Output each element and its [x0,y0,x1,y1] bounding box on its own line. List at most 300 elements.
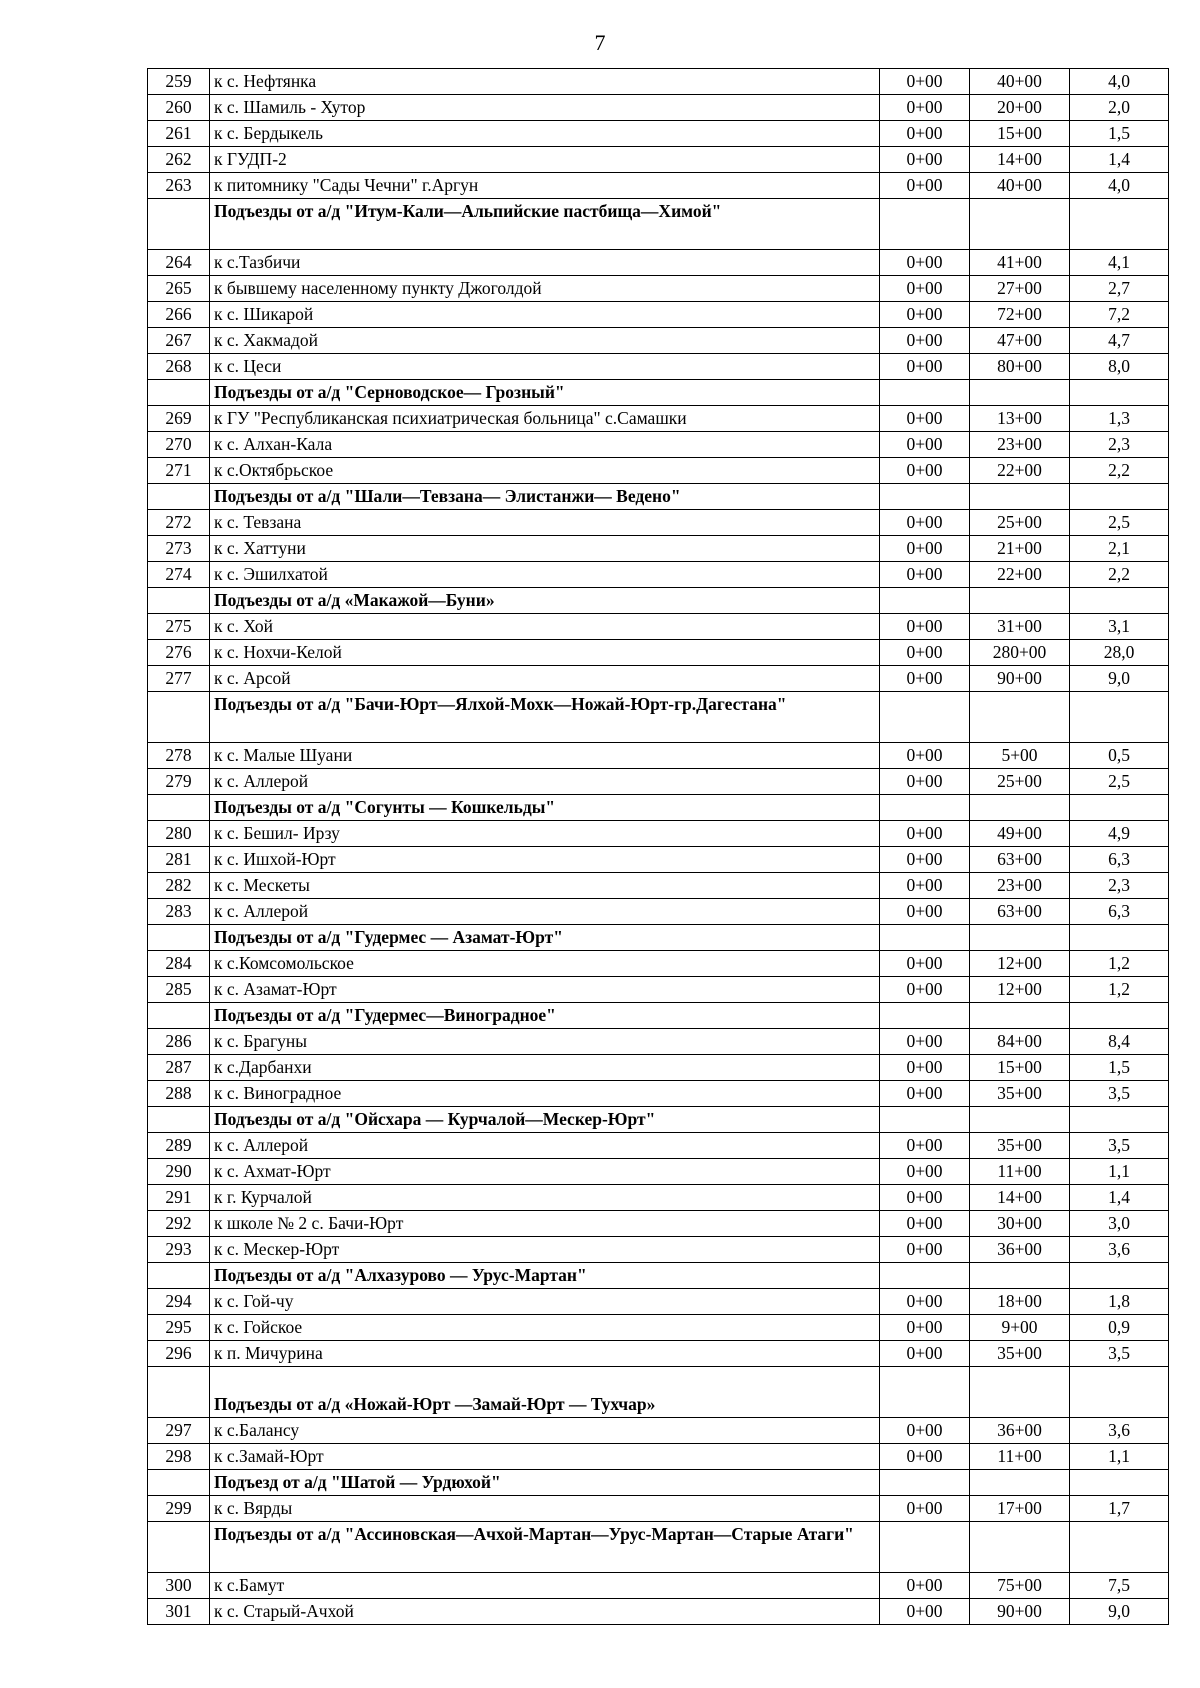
length-km: 3,6 [1070,1418,1169,1444]
start-km: 0+00 [880,1029,970,1055]
section-length-cell [1070,795,1169,821]
start-km: 0+00 [880,1496,970,1522]
length-km: 4,0 [1070,173,1169,199]
road-name: к с.Замай-Юрт [210,1444,880,1470]
road-name: к с. Бешил- Ирзу [210,821,880,847]
section-title: Подъезды от а/д "Согунты — Кошкельды" [210,795,880,821]
length-km: 2,5 [1070,510,1169,536]
start-km: 0+00 [880,328,970,354]
end-km: 36+00 [970,1237,1070,1263]
row-number: 293 [148,1237,210,1263]
start-km: 0+00 [880,1289,970,1315]
length-km: 1,3 [1070,406,1169,432]
length-km: 3,5 [1070,1341,1169,1367]
end-km: 40+00 [970,69,1070,95]
row-number: 275 [148,614,210,640]
section-number-cell [148,1263,210,1289]
table-row [148,1211,1169,1237]
section-length-cell [1070,380,1169,406]
table-row [148,1159,1169,1185]
section-start-cell [880,1003,970,1029]
section-header-row [148,1003,1169,1029]
table-row [148,1315,1169,1341]
table-row [148,276,1169,302]
row-number: 262 [148,147,210,173]
start-km: 0+00 [880,1055,970,1081]
start-km: 0+00 [880,1573,970,1599]
road-name: к с. Мескеты [210,873,880,899]
section-title: Подъезды от а/д "Ойсхара — Курчалой—Мескер-Юрт" [210,1107,880,1133]
length-km: 1,4 [1070,1185,1169,1211]
table-row [148,769,1169,795]
start-km: 0+00 [880,1444,970,1470]
road-name: к с. Эшилхатой [210,562,880,588]
road-name: к с. Тевзана [210,510,880,536]
section-start-cell [880,380,970,406]
section-end-cell [970,1367,1070,1418]
end-km: 63+00 [970,847,1070,873]
section-length-cell [1070,1263,1169,1289]
row-number: 260 [148,95,210,121]
start-km: 0+00 [880,432,970,458]
section-title: Подъезды от а/д "Серноводское— Грозный" [210,380,880,406]
section-start-cell [880,692,970,743]
section-length-cell [1070,1470,1169,1496]
roads-table-body [148,69,1169,1625]
table-row [148,1185,1169,1211]
start-km: 0+00 [880,899,970,925]
section-number-cell [148,795,210,821]
end-km: 11+00 [970,1444,1070,1470]
end-km: 12+00 [970,951,1070,977]
section-title: Подъезды от а/д "Алхазурово — Урус-Мартан" [210,1263,880,1289]
row-number: 301 [148,1599,210,1625]
row-number: 267 [148,328,210,354]
section-end-cell [970,199,1070,250]
table-row [148,951,1169,977]
section-length-cell [1070,1522,1169,1573]
start-km: 0+00 [880,354,970,380]
section-end-cell [970,1003,1070,1029]
start-km: 0+00 [880,847,970,873]
table-row [148,640,1169,666]
row-number: 300 [148,1573,210,1599]
road-name: к с.Тазбичи [210,250,880,276]
length-km: 7,5 [1070,1573,1169,1599]
end-km: 9+00 [970,1315,1070,1341]
table-row [148,1289,1169,1315]
length-km: 1,5 [1070,121,1169,147]
road-name: к с. Аллерой [210,769,880,795]
start-km: 0+00 [880,1341,970,1367]
row-number: 279 [148,769,210,795]
road-name: к с.Балансу [210,1418,880,1444]
section-start-cell [880,1522,970,1573]
end-km: 15+00 [970,121,1070,147]
table-row [148,69,1169,95]
table-row [148,458,1169,484]
section-end-cell [970,1263,1070,1289]
road-name: к с. Виноградное [210,1081,880,1107]
section-start-cell [880,1107,970,1133]
road-name: к с. Ахмат-Юрт [210,1159,880,1185]
table-row [148,406,1169,432]
road-name: к с. Цеси [210,354,880,380]
row-number: 273 [148,536,210,562]
end-km: 22+00 [970,562,1070,588]
start-km: 0+00 [880,562,970,588]
length-km: 8,4 [1070,1029,1169,1055]
section-end-cell [970,692,1070,743]
road-name: к с. Брагуны [210,1029,880,1055]
end-km: 40+00 [970,173,1070,199]
section-header-row [148,1367,1169,1418]
end-km: 49+00 [970,821,1070,847]
end-km: 15+00 [970,1055,1070,1081]
road-name: к с. Шикарой [210,302,880,328]
row-number: 281 [148,847,210,873]
end-km: 35+00 [970,1341,1070,1367]
row-number: 294 [148,1289,210,1315]
row-number: 299 [148,1496,210,1522]
road-name: к с. Аллерой [210,1133,880,1159]
section-end-cell [970,1470,1070,1496]
length-km: 1,2 [1070,951,1169,977]
length-km: 3,1 [1070,614,1169,640]
end-km: 18+00 [970,1289,1070,1315]
table-row [148,1444,1169,1470]
section-number-cell [148,925,210,951]
length-km: 8,0 [1070,354,1169,380]
section-length-cell [1070,484,1169,510]
length-km: 2,2 [1070,562,1169,588]
start-km: 0+00 [880,640,970,666]
page-number: 7 [594,30,606,55]
start-km: 0+00 [880,821,970,847]
start-km: 0+00 [880,69,970,95]
row-number: 272 [148,510,210,536]
end-km: 280+00 [970,640,1070,666]
start-km: 0+00 [880,1211,970,1237]
row-number: 280 [148,821,210,847]
row-number: 266 [148,302,210,328]
section-header-row [148,588,1169,614]
end-km: 23+00 [970,432,1070,458]
end-km: 90+00 [970,1599,1070,1625]
section-length-cell [1070,692,1169,743]
row-number: 291 [148,1185,210,1211]
section-start-cell [880,795,970,821]
length-km: 9,0 [1070,666,1169,692]
table-row [148,250,1169,276]
table-row [148,147,1169,173]
road-name: к с. Бердыкель [210,121,880,147]
row-number: 282 [148,873,210,899]
road-name: к с. Вярды [210,1496,880,1522]
end-km: 75+00 [970,1573,1070,1599]
length-km: 2,2 [1070,458,1169,484]
section-length-cell [1070,1107,1169,1133]
length-km: 2,3 [1070,873,1169,899]
row-number: 292 [148,1211,210,1237]
road-name: к с.Бамут [210,1573,880,1599]
road-name: к с. Нохчи-Келой [210,640,880,666]
section-title: Подъезды от а/д «Ножай-Юрт —Замай-Юрт — Тухчар» [210,1367,880,1418]
length-km: 9,0 [1070,1599,1169,1625]
start-km: 0+00 [880,1599,970,1625]
table-row [148,821,1169,847]
row-number: 265 [148,276,210,302]
start-km: 0+00 [880,406,970,432]
road-name: к питомнику "Сады Чечни" г.Аргун [210,173,880,199]
end-km: 72+00 [970,302,1070,328]
road-name: к с. Старый-Ачхой [210,1599,880,1625]
row-number: 296 [148,1341,210,1367]
road-name: к ГУ "Республиканская психиатрическая больница" с.Самашки [210,406,880,432]
row-number: 263 [148,173,210,199]
end-km: 14+00 [970,1185,1070,1211]
road-name: к с. Гойское [210,1315,880,1341]
section-end-cell [970,1522,1070,1573]
section-number-cell [148,199,210,250]
end-km: 31+00 [970,614,1070,640]
table-row [148,432,1169,458]
section-title: Подъезды от а/д "Гудермес—Виноградное" [210,1003,880,1029]
start-km: 0+00 [880,743,970,769]
length-km: 2,1 [1070,536,1169,562]
section-end-cell [970,484,1070,510]
section-number-cell [148,588,210,614]
length-km: 2,7 [1070,276,1169,302]
start-km: 0+00 [880,147,970,173]
row-number: 259 [148,69,210,95]
row-number: 271 [148,458,210,484]
table-row [148,510,1169,536]
start-km: 0+00 [880,614,970,640]
section-end-cell [970,588,1070,614]
start-km: 0+00 [880,666,970,692]
section-title: Подъезды от а/д "Бачи-Юрт—Ялхой-Мохк—Ножай-Юрт-гр.Дагестана" [210,692,880,743]
start-km: 0+00 [880,302,970,328]
section-number-cell [148,1367,210,1418]
start-km: 0+00 [880,510,970,536]
row-number: 287 [148,1055,210,1081]
row-number: 297 [148,1418,210,1444]
road-name: к с. Шамиль - Хутор [210,95,880,121]
section-title: Подъезды от а/д «Макажой—Буни» [210,588,880,614]
end-km: 17+00 [970,1496,1070,1522]
table-row [148,302,1169,328]
section-start-cell [880,1470,970,1496]
table-row [148,173,1169,199]
length-km: 2,0 [1070,95,1169,121]
section-length-cell [1070,199,1169,250]
end-km: 21+00 [970,536,1070,562]
row-number: 284 [148,951,210,977]
row-number: 264 [148,250,210,276]
section-header-row [148,380,1169,406]
row-number: 276 [148,640,210,666]
road-name: к п. Мичурина [210,1341,880,1367]
start-km: 0+00 [880,173,970,199]
section-header-row [148,484,1169,510]
section-start-cell [880,484,970,510]
table-row [148,1418,1169,1444]
table-row [148,562,1169,588]
table-row [148,666,1169,692]
section-end-cell [970,1107,1070,1133]
road-name: к ГУДП-2 [210,147,880,173]
section-title: Подъезды от а/д "Шали—Тевзана— Элистанжи— Ведено" [210,484,880,510]
section-start-cell [880,925,970,951]
end-km: 22+00 [970,458,1070,484]
road-name: к с.Дарбанхи [210,1055,880,1081]
table-row [148,873,1169,899]
start-km: 0+00 [880,951,970,977]
length-km: 4,7 [1070,328,1169,354]
road-name: к с. Хой [210,614,880,640]
table-row [148,847,1169,873]
table-row [148,1341,1169,1367]
section-end-cell [970,795,1070,821]
section-start-cell [880,588,970,614]
section-number-cell [148,1470,210,1496]
length-km: 1,2 [1070,977,1169,1003]
road-name: к с. Нефтянка [210,69,880,95]
length-km: 4,9 [1070,821,1169,847]
road-name: к с. Хаттуни [210,536,880,562]
start-km: 0+00 [880,1133,970,1159]
length-km: 3,5 [1070,1133,1169,1159]
section-start-cell [880,1367,970,1418]
start-km: 0+00 [880,95,970,121]
section-start-cell [880,1263,970,1289]
section-header-row [148,199,1169,250]
section-title: Подъезды от а/д "Гудермес — Азамат-Юрт" [210,925,880,951]
length-km: 6,3 [1070,899,1169,925]
start-km: 0+00 [880,121,970,147]
length-km: 0,5 [1070,743,1169,769]
table-row [148,1237,1169,1263]
row-number: 285 [148,977,210,1003]
section-number-cell [148,1003,210,1029]
table-row [148,95,1169,121]
start-km: 0+00 [880,250,970,276]
length-km: 1,1 [1070,1444,1169,1470]
row-number: 289 [148,1133,210,1159]
table-row [148,614,1169,640]
length-km: 1,7 [1070,1496,1169,1522]
length-km: 1,4 [1070,147,1169,173]
table-row [148,977,1169,1003]
table-row [148,328,1169,354]
road-name: к с. Алхан-Кала [210,432,880,458]
row-number: 288 [148,1081,210,1107]
row-number: 270 [148,432,210,458]
table-row [148,1573,1169,1599]
end-km: 84+00 [970,1029,1070,1055]
table-row [148,354,1169,380]
road-name: к с.Октябрьское [210,458,880,484]
road-name: к с. Арсой [210,666,880,692]
table-row [148,1081,1169,1107]
section-start-cell [880,199,970,250]
road-name: к с. Мескер-Юрт [210,1237,880,1263]
end-km: 41+00 [970,250,1070,276]
length-km: 2,5 [1070,769,1169,795]
section-end-cell [970,380,1070,406]
start-km: 0+00 [880,1315,970,1341]
section-title: Подъезды от а/д "Итум-Кали—Альпийские пастбища—Химой" [210,199,880,250]
road-name: к с.Комсомольское [210,951,880,977]
row-number: 269 [148,406,210,432]
end-km: 25+00 [970,769,1070,795]
table-row [148,1496,1169,1522]
end-km: 35+00 [970,1133,1070,1159]
end-km: 5+00 [970,743,1070,769]
road-name: к с. Аллерой [210,899,880,925]
section-number-cell [148,1107,210,1133]
length-km: 6,3 [1070,847,1169,873]
section-length-cell [1070,925,1169,951]
end-km: 25+00 [970,510,1070,536]
length-km: 1,8 [1070,1289,1169,1315]
row-number: 283 [148,899,210,925]
section-length-cell [1070,1003,1169,1029]
roads-table [147,68,1169,1625]
end-km: 80+00 [970,354,1070,380]
table-row [148,1055,1169,1081]
length-km: 3,0 [1070,1211,1169,1237]
length-km: 0,9 [1070,1315,1169,1341]
table-row [148,1029,1169,1055]
section-title: Подъезды от а/д "Ассиновская—Ачхой-Мартан—Урус-Мартан—Старые Атаги" [210,1522,880,1573]
table-row [148,1599,1169,1625]
road-name: к с. Гой-чу [210,1289,880,1315]
start-km: 0+00 [880,536,970,562]
length-km: 1,5 [1070,1055,1169,1081]
road-name: к бывшему населенному пункту Джоголдой [210,276,880,302]
start-km: 0+00 [880,873,970,899]
row-number: 277 [148,666,210,692]
road-name: к с. Азамат-Юрт [210,977,880,1003]
start-km: 0+00 [880,458,970,484]
end-km: 63+00 [970,899,1070,925]
end-km: 12+00 [970,977,1070,1003]
length-km: 4,1 [1070,250,1169,276]
row-number: 274 [148,562,210,588]
start-km: 0+00 [880,1418,970,1444]
road-name: к с. Малые Шуани [210,743,880,769]
table-row [148,899,1169,925]
section-length-cell [1070,1367,1169,1418]
section-number-cell [148,484,210,510]
table-row [148,1133,1169,1159]
section-header-row [148,1107,1169,1133]
start-km: 0+00 [880,977,970,1003]
end-km: 36+00 [970,1418,1070,1444]
row-number: 298 [148,1444,210,1470]
start-km: 0+00 [880,1185,970,1211]
end-km: 90+00 [970,666,1070,692]
row-number: 286 [148,1029,210,1055]
section-header-row [148,795,1169,821]
row-number: 290 [148,1159,210,1185]
end-km: 11+00 [970,1159,1070,1185]
road-name: к школе № 2 с. Бачи-Юрт [210,1211,880,1237]
start-km: 0+00 [880,1237,970,1263]
section-header-row [148,1263,1169,1289]
